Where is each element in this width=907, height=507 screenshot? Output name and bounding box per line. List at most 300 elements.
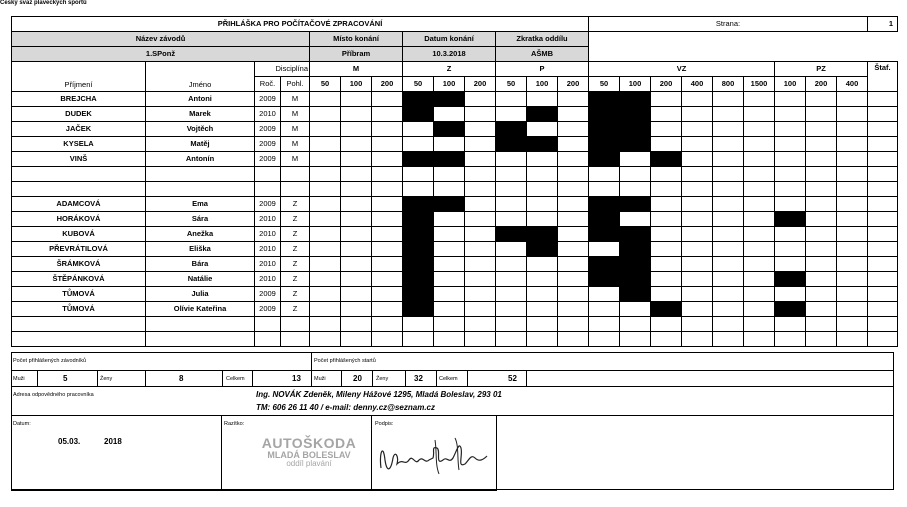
event-entry-cell bbox=[558, 332, 589, 347]
event-entry-cell bbox=[372, 257, 403, 272]
event-entry-cell bbox=[806, 167, 837, 182]
event-entry-cell bbox=[837, 302, 868, 317]
event-entry-cell bbox=[589, 182, 620, 197]
event-entry-mark bbox=[589, 227, 620, 242]
swimmer-row bbox=[12, 317, 898, 332]
distance-header: 200 bbox=[558, 77, 589, 92]
swimmers-men-label: Muži bbox=[13, 376, 25, 382]
relay-cell bbox=[868, 287, 898, 302]
event-entry-cell bbox=[651, 317, 682, 332]
stamp-label: Razítko: bbox=[224, 421, 245, 427]
swimmer-year: 2010 bbox=[255, 227, 281, 242]
event-entry-cell bbox=[713, 272, 744, 287]
entry-form-table bbox=[11, 16, 898, 347]
event-entry-cell bbox=[806, 227, 837, 242]
event-entry-cell bbox=[744, 137, 775, 152]
event-entry-cell bbox=[341, 212, 372, 227]
event-entry-cell bbox=[527, 92, 558, 107]
event-entry-mark bbox=[589, 92, 620, 107]
event-entry-cell bbox=[589, 317, 620, 332]
event-entry-cell bbox=[310, 227, 341, 242]
distance-header: 200 bbox=[806, 77, 837, 92]
event-entry-cell bbox=[744, 257, 775, 272]
swimmer-row bbox=[12, 182, 898, 197]
event-entry-cell bbox=[651, 287, 682, 302]
event-entry-cell bbox=[341, 317, 372, 332]
event-entry-cell bbox=[775, 182, 806, 197]
swimmer-surname: ŠRÁMKOVÁ bbox=[12, 257, 146, 272]
contact-address: Ing. NOVÁK Zdeněk, Mileny Hážové 1295, Mladá Boleslav, 293 01 bbox=[256, 390, 502, 399]
event-entry-cell bbox=[775, 107, 806, 122]
event-entry-cell bbox=[806, 317, 837, 332]
event-entry-cell bbox=[837, 122, 868, 137]
event-entry-cell bbox=[434, 107, 465, 122]
event-entry-cell bbox=[310, 137, 341, 152]
event-entry-cell bbox=[620, 332, 651, 347]
swimmer-surname: DUDEK bbox=[12, 107, 146, 122]
swimmer-year bbox=[255, 317, 281, 332]
event-entry-mark bbox=[403, 92, 434, 107]
distance-header: 100 bbox=[527, 77, 558, 92]
swimmer-sex: M bbox=[281, 137, 310, 152]
event-entry-cell bbox=[496, 92, 527, 107]
event-entry-mark bbox=[527, 242, 558, 257]
distance-header: 200 bbox=[372, 77, 403, 92]
event-entry-cell bbox=[496, 257, 527, 272]
relay-cell bbox=[868, 272, 898, 287]
date-day: 05.03. bbox=[58, 437, 81, 446]
event-entry-cell bbox=[806, 212, 837, 227]
event-entry-cell bbox=[620, 182, 651, 197]
starts-total-label: Celkem bbox=[439, 376, 458, 382]
event-entry-cell bbox=[837, 242, 868, 257]
event-entry-cell bbox=[310, 302, 341, 317]
swimmer-row bbox=[12, 152, 898, 167]
event-entry-mark bbox=[620, 242, 651, 257]
event-entry-cell bbox=[589, 167, 620, 182]
event-entry-cell bbox=[558, 122, 589, 137]
date-year: 2018 bbox=[104, 437, 122, 446]
event-entry-cell bbox=[837, 212, 868, 227]
event-entry-cell bbox=[496, 167, 527, 182]
event-entry-cell bbox=[775, 287, 806, 302]
event-entry-cell bbox=[372, 272, 403, 287]
event-entry-cell bbox=[713, 317, 744, 332]
event-entry-cell bbox=[527, 287, 558, 302]
event-entry-cell bbox=[620, 317, 651, 332]
swimmer-firstname: Olívie Kateřina bbox=[146, 302, 255, 317]
race-date-header: Datum konání bbox=[403, 32, 496, 47]
event-entry-cell bbox=[310, 242, 341, 257]
event-entry-cell bbox=[589, 287, 620, 302]
event-entry-cell bbox=[589, 332, 620, 347]
event-entry-cell bbox=[434, 302, 465, 317]
event-entry-cell bbox=[682, 287, 713, 302]
event-entry-cell bbox=[775, 152, 806, 167]
event-entry-mark bbox=[496, 227, 527, 242]
race-place-value: Příbram bbox=[310, 47, 403, 62]
event-entry-cell bbox=[837, 107, 868, 122]
event-entry-cell bbox=[527, 182, 558, 197]
event-entry-cell bbox=[806, 182, 837, 197]
event-entry-cell bbox=[558, 272, 589, 287]
event-entry-cell bbox=[310, 257, 341, 272]
relay-cell bbox=[868, 212, 898, 227]
swimmer-row bbox=[12, 302, 898, 317]
swimmers-women-count: 8 bbox=[179, 374, 184, 383]
swimmer-year: 2010 bbox=[255, 107, 281, 122]
date-label: Datum: bbox=[13, 421, 31, 427]
event-entry-cell bbox=[744, 317, 775, 332]
swimmers-count-label: Počet přihlášených závodníků bbox=[13, 358, 87, 364]
swimmer-sex bbox=[281, 182, 310, 197]
event-entry-cell bbox=[651, 212, 682, 227]
event-entry-cell bbox=[496, 317, 527, 332]
swimmer-row bbox=[12, 257, 898, 272]
event-entry-cell bbox=[558, 212, 589, 227]
event-entry-cell bbox=[527, 197, 558, 212]
event-entry-mark bbox=[620, 287, 651, 302]
event-entry-cell bbox=[341, 92, 372, 107]
event-entry-cell bbox=[620, 302, 651, 317]
swimmer-firstname: Anežka bbox=[146, 227, 255, 242]
event-entry-cell bbox=[806, 137, 837, 152]
event-entry-mark bbox=[651, 152, 682, 167]
event-entry-cell bbox=[465, 227, 496, 242]
event-entry-cell bbox=[713, 107, 744, 122]
swimmer-year: 2010 bbox=[255, 212, 281, 227]
event-entry-cell bbox=[496, 272, 527, 287]
event-entry-cell bbox=[806, 287, 837, 302]
event-entry-mark bbox=[589, 137, 620, 152]
event-entry-cell bbox=[775, 167, 806, 182]
event-entry-cell bbox=[310, 167, 341, 182]
event-entry-cell bbox=[372, 107, 403, 122]
event-entry-mark bbox=[651, 302, 682, 317]
event-entry-cell bbox=[465, 257, 496, 272]
relay-cell bbox=[868, 152, 898, 167]
event-entry-cell bbox=[310, 197, 341, 212]
swimmer-firstname bbox=[146, 167, 255, 182]
event-entry-cell bbox=[496, 302, 527, 317]
swimmer-sex: Z bbox=[281, 227, 310, 242]
swimmer-year bbox=[255, 332, 281, 347]
event-entry-cell bbox=[434, 167, 465, 182]
event-entry-cell bbox=[713, 122, 744, 137]
starts-women-count: 32 bbox=[414, 374, 423, 383]
event-entry-mark bbox=[403, 152, 434, 167]
contact-label: Adresa odpovědného pracovníka bbox=[13, 392, 94, 398]
event-entry-cell bbox=[341, 242, 372, 257]
swimmer-surname bbox=[12, 332, 146, 347]
event-entry-cell bbox=[682, 302, 713, 317]
swimmer-row bbox=[12, 227, 898, 242]
event-entry-cell bbox=[589, 242, 620, 257]
event-entry-cell bbox=[403, 137, 434, 152]
page-label: Strana: bbox=[589, 17, 868, 32]
event-entry-mark bbox=[620, 197, 651, 212]
swimmer-year bbox=[255, 182, 281, 197]
swimmer-year bbox=[255, 167, 281, 182]
swimmer-surname: HORÁKOVÁ bbox=[12, 212, 146, 227]
event-entry-cell bbox=[310, 182, 341, 197]
event-entry-cell bbox=[465, 92, 496, 107]
swimmer-firstname: Antoni bbox=[146, 92, 255, 107]
swimmer-firstname: Julia bbox=[146, 287, 255, 302]
event-entry-cell bbox=[341, 272, 372, 287]
swimmer-surname: KYSELA bbox=[12, 137, 146, 152]
event-entry-cell bbox=[682, 137, 713, 152]
swimmer-sex: Z bbox=[281, 242, 310, 257]
event-entry-cell bbox=[682, 182, 713, 197]
event-entry-cell bbox=[310, 332, 341, 347]
swimmer-year: 2010 bbox=[255, 272, 281, 287]
event-entry-cell bbox=[744, 122, 775, 137]
swimmer-year: 2009 bbox=[255, 152, 281, 167]
swimmer-firstname: Marek bbox=[146, 107, 255, 122]
event-entry-mark bbox=[403, 257, 434, 272]
event-entry-cell bbox=[403, 167, 434, 182]
race-name-header: Název závodů bbox=[12, 32, 310, 47]
swimmer-surname bbox=[12, 182, 146, 197]
swimmer-row bbox=[12, 272, 898, 287]
event-entry-cell bbox=[589, 302, 620, 317]
event-entry-mark bbox=[589, 122, 620, 137]
distance-header: 50 bbox=[403, 77, 434, 92]
distance-header: 50 bbox=[310, 77, 341, 92]
event-entry-cell bbox=[744, 182, 775, 197]
swimmer-row bbox=[12, 107, 898, 122]
event-entry-cell bbox=[465, 287, 496, 302]
event-entry-cell bbox=[806, 332, 837, 347]
event-entry-cell bbox=[341, 152, 372, 167]
event-entry-mark bbox=[527, 107, 558, 122]
swimmer-row bbox=[12, 242, 898, 257]
event-entry-mark bbox=[527, 227, 558, 242]
event-entry-cell bbox=[465, 182, 496, 197]
event-entry-cell bbox=[372, 332, 403, 347]
signature-label: Podpis: bbox=[375, 421, 394, 427]
event-entry-cell bbox=[434, 212, 465, 227]
event-entry-cell bbox=[837, 182, 868, 197]
event-entry-cell bbox=[744, 227, 775, 242]
swimmer-row bbox=[12, 122, 898, 137]
event-entry-cell bbox=[682, 272, 713, 287]
event-entry-cell bbox=[372, 152, 403, 167]
swimmer-sex: Z bbox=[281, 257, 310, 272]
page-number: 1 bbox=[868, 17, 898, 32]
event-entry-cell bbox=[651, 332, 682, 347]
event-entry-mark bbox=[434, 122, 465, 137]
event-entry-mark bbox=[496, 137, 527, 152]
event-entry-cell bbox=[341, 257, 372, 272]
event-entry-mark bbox=[403, 302, 434, 317]
event-entry-cell bbox=[744, 242, 775, 257]
event-entry-cell bbox=[744, 272, 775, 287]
event-entry-cell bbox=[372, 227, 403, 242]
relay-header: Štaf. bbox=[868, 62, 898, 92]
event-entry-cell bbox=[434, 332, 465, 347]
event-entry-cell bbox=[527, 212, 558, 227]
event-entry-cell bbox=[496, 197, 527, 212]
swimmer-firstname: Matěj bbox=[146, 137, 255, 152]
distance-header: 400 bbox=[837, 77, 868, 92]
organization-name: Český svaz plaveckých sportů bbox=[0, 0, 87, 6]
event-entry-cell bbox=[744, 197, 775, 212]
swimmer-sex: M bbox=[281, 92, 310, 107]
event-entry-cell bbox=[806, 197, 837, 212]
event-entry-cell bbox=[558, 92, 589, 107]
swimmer-sex bbox=[281, 167, 310, 182]
swimmer-surname: PŘEVRÁTILOVÁ bbox=[12, 242, 146, 257]
swimmer-sex: M bbox=[281, 122, 310, 137]
event-entry-cell bbox=[651, 122, 682, 137]
event-entry-cell bbox=[682, 167, 713, 182]
event-entry-cell bbox=[775, 197, 806, 212]
event-entry-cell bbox=[341, 227, 372, 242]
event-entry-mark bbox=[403, 212, 434, 227]
swimmer-sex bbox=[281, 317, 310, 332]
event-entry-cell bbox=[837, 257, 868, 272]
event-entry-mark bbox=[589, 152, 620, 167]
swimmer-year: 2009 bbox=[255, 302, 281, 317]
event-entry-cell bbox=[558, 152, 589, 167]
event-entry-cell bbox=[682, 152, 713, 167]
distance-header: 1500 bbox=[744, 77, 775, 92]
race-name-value: 1.SPonž bbox=[12, 47, 310, 62]
event-entry-cell bbox=[775, 257, 806, 272]
event-entry-cell bbox=[310, 92, 341, 107]
event-entry-cell bbox=[372, 137, 403, 152]
event-entry-cell bbox=[341, 167, 372, 182]
relay-cell bbox=[868, 137, 898, 152]
firstname-header: Jméno bbox=[146, 62, 255, 92]
event-entry-cell bbox=[682, 92, 713, 107]
relay-cell bbox=[868, 227, 898, 242]
signature-image bbox=[375, 430, 490, 480]
event-entry-cell bbox=[837, 137, 868, 152]
event-entry-cell bbox=[713, 212, 744, 227]
event-entry-mark bbox=[403, 197, 434, 212]
event-entry-cell bbox=[372, 122, 403, 137]
event-entry-cell bbox=[651, 197, 682, 212]
form-title: PŘIHLÁŠKA PRO POČÍTAČOVÉ ZPRACOVÁNÍ bbox=[12, 17, 589, 32]
event-entry-cell bbox=[527, 167, 558, 182]
event-entry-cell bbox=[341, 302, 372, 317]
event-entry-cell bbox=[527, 122, 558, 137]
event-entry-cell bbox=[837, 197, 868, 212]
event-entry-cell bbox=[465, 122, 496, 137]
event-entry-cell bbox=[496, 212, 527, 227]
swimmer-row bbox=[12, 287, 898, 302]
event-entry-cell bbox=[558, 137, 589, 152]
swimmer-sex: Z bbox=[281, 287, 310, 302]
event-entry-cell bbox=[434, 317, 465, 332]
event-entry-cell bbox=[806, 122, 837, 137]
event-entry-cell bbox=[372, 197, 403, 212]
race-place-header: Místo konání bbox=[310, 32, 403, 47]
distance-header: 100 bbox=[620, 77, 651, 92]
event-entry-cell bbox=[558, 227, 589, 242]
event-entry-cell bbox=[372, 167, 403, 182]
swimmer-surname bbox=[12, 167, 146, 182]
event-entry-mark bbox=[589, 107, 620, 122]
event-entry-mark bbox=[403, 242, 434, 257]
event-entry-mark bbox=[775, 212, 806, 227]
event-entry-cell bbox=[651, 272, 682, 287]
swimmer-surname: TŮMOVÁ bbox=[12, 287, 146, 302]
event-entry-cell bbox=[744, 92, 775, 107]
starts-women-label: Ženy bbox=[376, 376, 389, 382]
event-entry-cell bbox=[713, 167, 744, 182]
event-entry-cell bbox=[558, 167, 589, 182]
swimmers-total-count: 13 bbox=[292, 374, 301, 383]
swimmer-firstname bbox=[146, 317, 255, 332]
event-entry-mark bbox=[589, 212, 620, 227]
event-entry-cell bbox=[682, 332, 713, 347]
surname-header: Příjmení bbox=[12, 62, 146, 92]
event-entry-cell bbox=[341, 197, 372, 212]
event-entry-cell bbox=[341, 122, 372, 137]
event-entry-cell bbox=[713, 257, 744, 272]
event-entry-cell bbox=[465, 332, 496, 347]
discipline-group-header: VZ bbox=[589, 62, 775, 77]
relay-cell bbox=[868, 257, 898, 272]
event-entry-cell bbox=[527, 152, 558, 167]
event-entry-cell bbox=[713, 287, 744, 302]
event-entry-cell bbox=[620, 152, 651, 167]
event-entry-cell bbox=[651, 107, 682, 122]
swimmer-firstname: Natálie bbox=[146, 272, 255, 287]
event-entry-cell bbox=[558, 257, 589, 272]
event-entry-cell bbox=[465, 197, 496, 212]
event-entry-cell bbox=[775, 317, 806, 332]
event-entry-cell bbox=[806, 272, 837, 287]
event-entry-cell bbox=[713, 227, 744, 242]
event-entry-mark bbox=[620, 272, 651, 287]
event-entry-cell bbox=[465, 212, 496, 227]
event-entry-cell bbox=[496, 107, 527, 122]
swimmer-year: 2009 bbox=[255, 197, 281, 212]
swimmer-row bbox=[12, 137, 898, 152]
swimmer-surname: ADAMCOVÁ bbox=[12, 197, 146, 212]
relay-cell bbox=[868, 182, 898, 197]
event-entry-cell bbox=[651, 257, 682, 272]
event-entry-cell bbox=[558, 107, 589, 122]
event-entry-cell bbox=[372, 242, 403, 257]
event-entry-cell bbox=[713, 197, 744, 212]
event-entry-cell bbox=[527, 302, 558, 317]
discipline-group-header: Z bbox=[403, 62, 496, 77]
event-entry-cell bbox=[403, 122, 434, 137]
event-entry-cell bbox=[341, 182, 372, 197]
event-entry-cell bbox=[341, 137, 372, 152]
event-entry-cell bbox=[713, 137, 744, 152]
event-entry-cell bbox=[310, 272, 341, 287]
event-entry-mark bbox=[775, 302, 806, 317]
swimmer-surname: TŮMOVÁ bbox=[12, 302, 146, 317]
event-entry-mark bbox=[434, 92, 465, 107]
swimmer-sex: Z bbox=[281, 212, 310, 227]
swimmer-surname: JAČEK bbox=[12, 122, 146, 137]
event-entry-cell bbox=[651, 242, 682, 257]
distance-header: 200 bbox=[651, 77, 682, 92]
relay-cell bbox=[868, 122, 898, 137]
event-entry-cell bbox=[837, 152, 868, 167]
relay-cell bbox=[868, 302, 898, 317]
swimmer-firstname: Vojtěch bbox=[146, 122, 255, 137]
event-entry-cell bbox=[837, 167, 868, 182]
